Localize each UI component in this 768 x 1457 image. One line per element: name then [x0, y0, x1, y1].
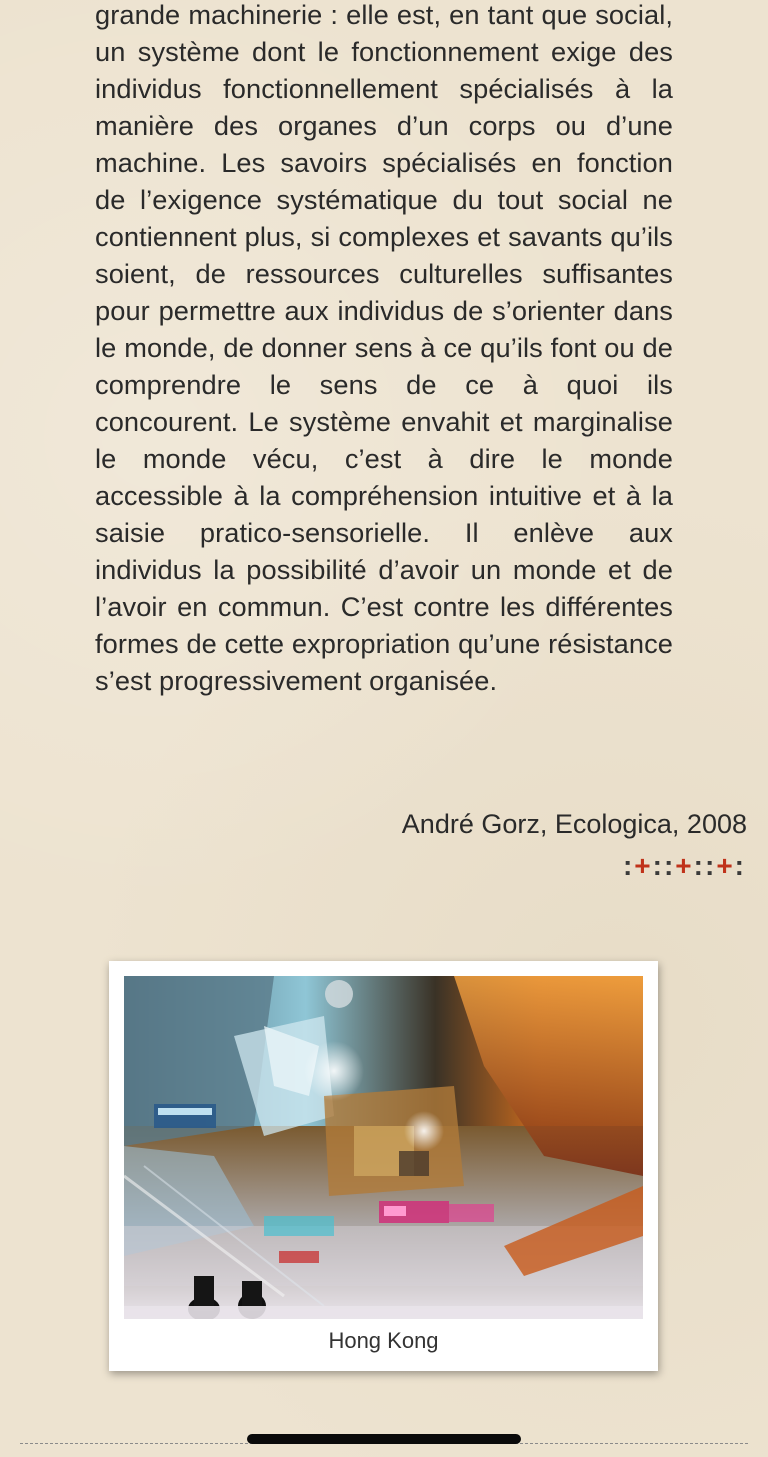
ornamental-divider: [623, 848, 746, 884]
divider-plus-icon: +: [675, 850, 694, 881]
home-indicator[interactable]: [247, 1434, 521, 1444]
hong-kong-photo[interactable]: [124, 976, 643, 1319]
divider-plus-icon: +: [716, 850, 735, 881]
divider-dots: ::: [652, 850, 676, 881]
divider-dots: :: [734, 850, 746, 881]
article-body: [95, 0, 673, 699]
photo-caption: Hong Kong: [328, 1328, 439, 1353]
divider-dots: ::: [693, 850, 717, 881]
article-paragraph: grande machinerie : elle est, en tant que social, un système dont le fonctionnement exige des individus fonctionnellement spécialisés à la manière des organes d’un corps ou d’une machine. Les savoirs spécialisés en fonction de l’exigence systématique du tout social ne contiennent plus, si complexes et savants qu’ils soient, de ressources culturelles suffisantes pour permettre aux individus de s’orienter dans le monde, de donner sens à ce qu’ils font ou de comprendre le sens de ce à quoi ils concourent. Le système envahit et marginalise le monde vécu, c’est à dire le monde accessible à la compréhension intuitive et à la saisie pratico-sensorielle. Il enlève aux individus la possibilité d’avoir un monde et de l’avoir en commun. C’est contre les différentes formes de cette expropriation qu’une résistance s’est progressivement organisée.: [95, 0, 673, 696]
photo-card[interactable]: [109, 961, 658, 1371]
divider-dots: :: [622, 850, 635, 881]
divider-plus-icon: +: [634, 850, 653, 881]
quote-attribution: André Gorz, Ecologica, 2008: [401, 809, 747, 839]
